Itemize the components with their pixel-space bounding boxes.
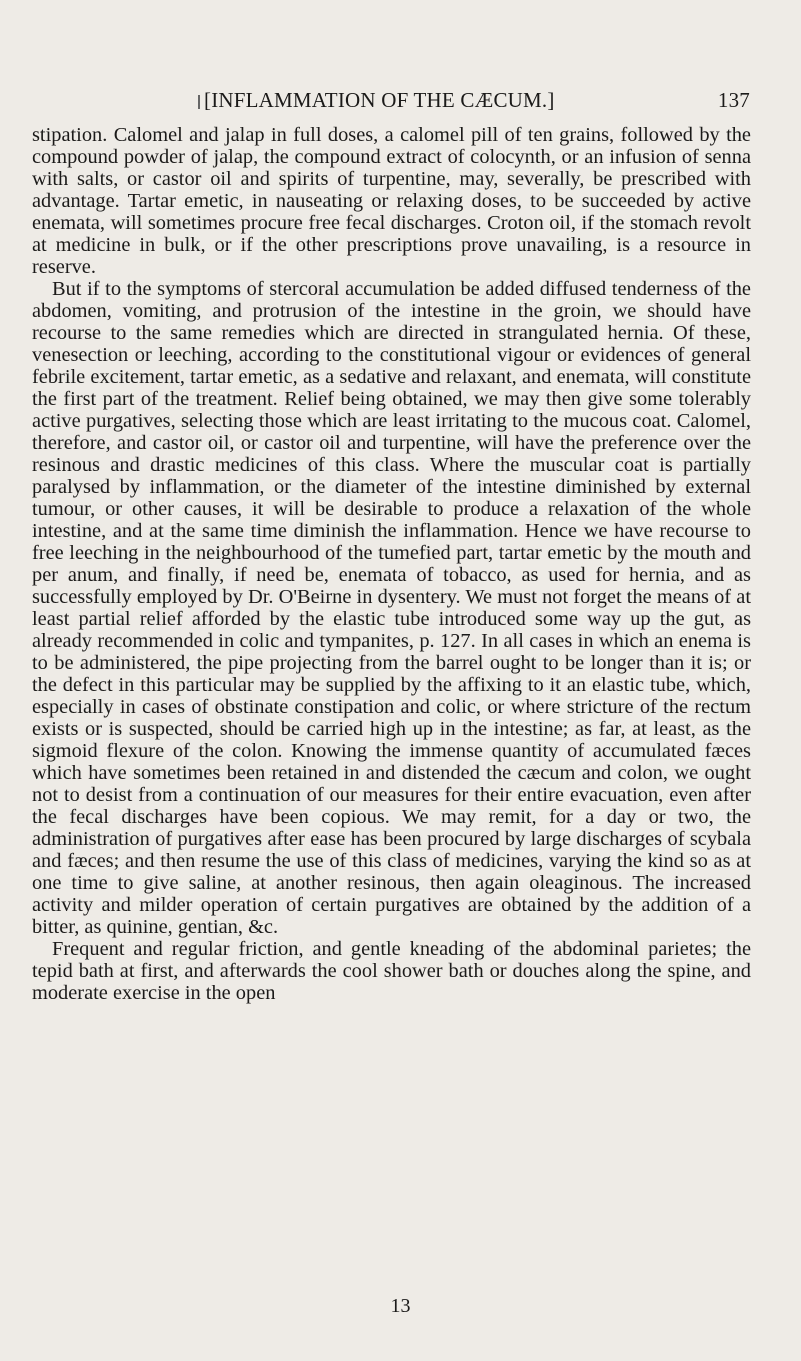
signature-mark: 13 (390, 1295, 411, 1317)
body-text (32, 124, 751, 1004)
chapter-title: [INFLAMMATION OF THE CÆCUM.] (204, 88, 555, 112)
margin-tick (198, 95, 200, 109)
paragraph-3: Frequent and regular friction, and gentle kneading of the abdominal parietes; the tepid bath at first, and afterwards the cool shower bath or douches along the spine, and moderate exercise in the open (32, 938, 751, 1004)
page-number: 137 (717, 88, 750, 112)
paragraph-1: stipation. Calomel and jalap in full doses, a calomel pill of ten grains, followed by the compound powder of jalap, the compound extract of colocynth, or an infusion of senna with salts, or castor oil and spirits of turpentine, may, severally, be prescribed with advantage. Tartar emetic, in nauseating or relaxing doses, to be succeeded by active enemata, will sometimes procure free fecal discharges. Croton oil, if the stomach revolt at medicine in bulk, or if the other prescriptions prove unavailing, is a resource in reserve. (32, 124, 751, 278)
paragraph-2: But if to the symptoms of stercoral accumulation be added diffused tenderness of the abdomen, vomiting, and protrusion of the intestine in the groin, we should have recourse to the same remedies which are directed in strangulated hernia. Of these, venesection or leeching, according to the constitutional vigour or evidences of general febrile excitement, tartar emetic, as a sedative and relaxant, and enemata, will constitute the first part of the treatment. Relief being obtained, we may then give some tolerably active purgatives, selecting those which are least irritating to the mucous coat. Calomel, therefore, and castor oil, or castor oil and turpentine, will have the preference over the resinous and drastic medicines of this class. Where the muscular coat is partially paralysed by inflammation, or the diameter of the intestine diminished by external tumour, or other causes, it will be desirable to produce a relaxation of the whole intestine, and at the same time diminish the inflammation. Hence we have recourse to free leeching in the neighbourhood of the tumefied part, tartar emetic by the mouth and per anum, and finally, if need be, enemata of tobacco, as used for hernia, and as successfully employed by Dr. O'Beirne in dysentery. We must not forget the means of at least partial relief afforded by the elastic tube introduced some way up the gut, as already recommended in colic and tympanites, p. 127. In all cases in which an enema is to be administered, the pipe projecting from the barrel ought to be longer than it is; or the defect in this particular may be supplied by the affixing to it an elastic tube, which, especially in cases of obstinate constipation and colic, or where stricture of the rectum exists or is suspected, should be carried high up in the intestine; as far, at least, as the sigmoid flexure of the colon. Knowing the immense quantity of accumulated fæces which have sometimes been retained in and distended the cæcum and colon, we ought not to desist from a continuation of our measures for their entire evacuation, even after the fecal discharges have been copious. We may remit, for a day or two, the administration of purgatives after ease has been procured by large discharges of scybala and fæces; and then resume the use of this class of medicines, varying the kind so as at one time to give saline, at another resinous, then again oleaginous. The increased activity and milder operation of certain purgatives are obtained by the addition of a bitter, as quinine, gentian, &c. (32, 278, 751, 938)
running-head (204, 88, 750, 118)
